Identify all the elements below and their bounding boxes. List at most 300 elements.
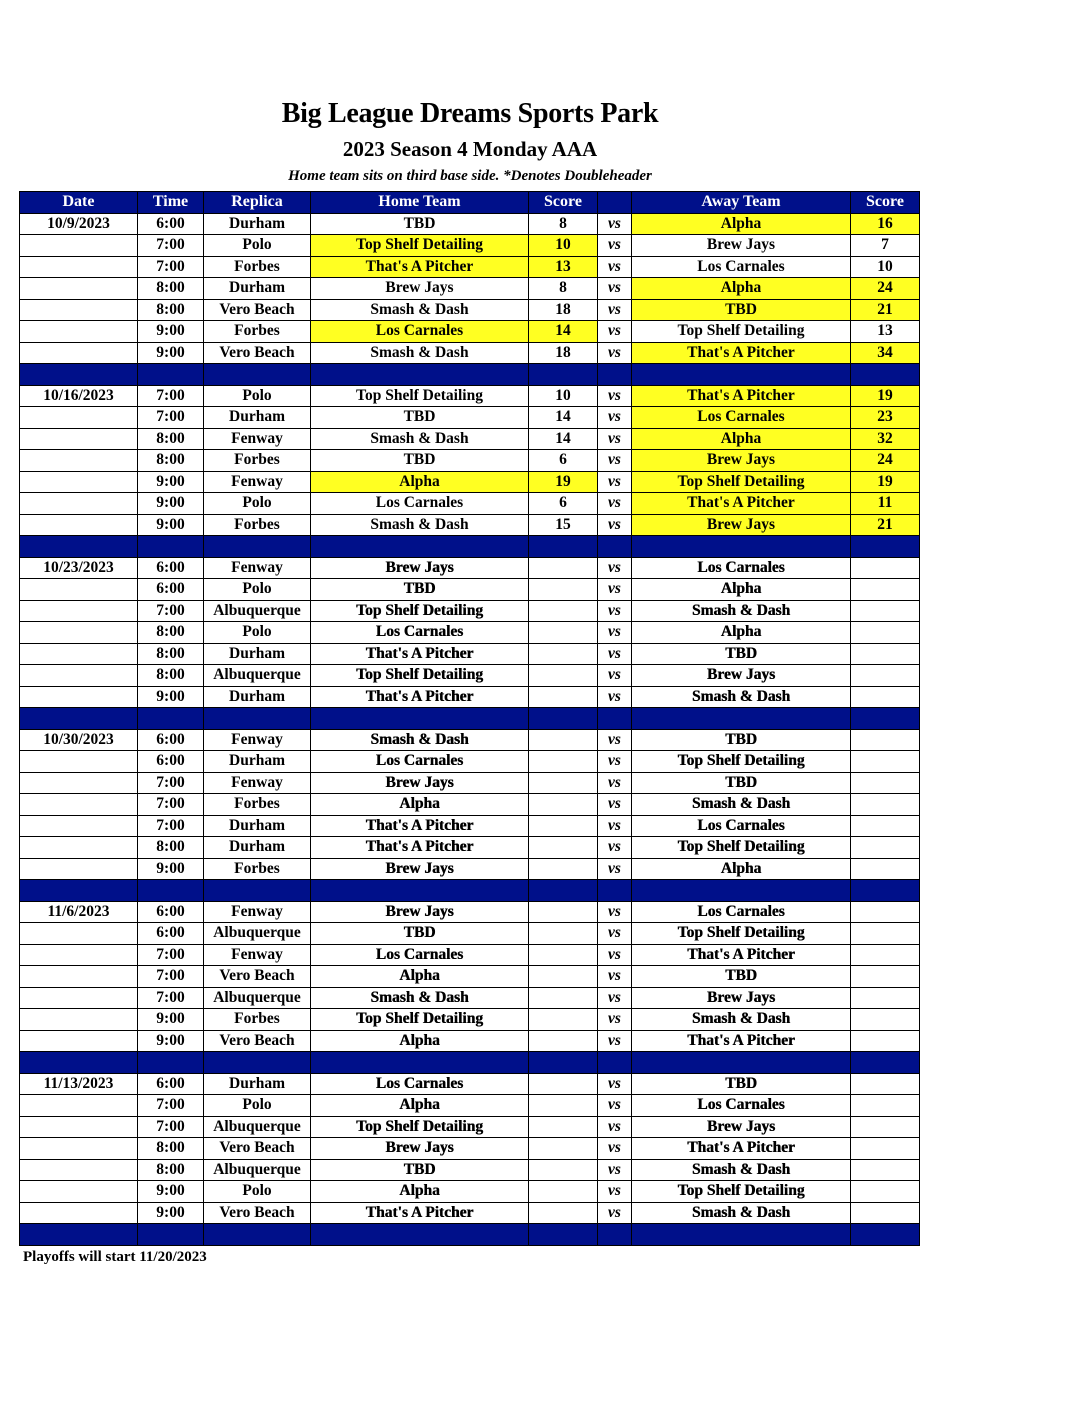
away-score — [851, 1138, 920, 1160]
away-team: That's A Pitcher — [632, 944, 851, 966]
game-time: 8:00 — [138, 1138, 204, 1160]
separator-cell — [138, 1052, 204, 1074]
game-time: 6:00 — [138, 923, 204, 945]
separator-cell — [138, 364, 204, 386]
game-field: Albuquerque — [204, 665, 311, 687]
home-team: TBD — [311, 407, 529, 429]
game-row — [20, 278, 920, 300]
game-date: 10/23/2023 — [20, 557, 138, 579]
away-score: 19 — [851, 471, 920, 493]
home-team: Top Shelf Detailing — [311, 600, 529, 622]
game-row — [20, 772, 920, 794]
home-team: That's A Pitcher — [311, 1202, 529, 1224]
separator-cell — [20, 880, 138, 902]
game-field: Forbes — [204, 858, 311, 880]
game-field: Albuquerque — [204, 923, 311, 945]
separator-cell — [311, 364, 529, 386]
home-team: Alpha — [311, 471, 529, 493]
home-score: 18 — [529, 342, 598, 364]
away-team: Brew Jays — [632, 235, 851, 257]
away-score — [851, 1009, 920, 1031]
game-field: Forbes — [204, 1009, 311, 1031]
home-score — [529, 557, 598, 579]
away-score: 32 — [851, 428, 920, 450]
home-score: 14 — [529, 407, 598, 429]
home-score: 8 — [529, 278, 598, 300]
game-time: 6:00 — [138, 579, 204, 601]
vs-label: vs — [598, 686, 632, 708]
separator-cell — [529, 536, 598, 558]
home-team: Alpha — [311, 1181, 529, 1203]
vs-label: vs — [598, 600, 632, 622]
vs-label: vs — [598, 837, 632, 859]
away-team: Top Shelf Detailing — [632, 837, 851, 859]
away-team: That's A Pitcher — [632, 1030, 851, 1052]
home-team: Top Shelf Detailing — [311, 235, 529, 257]
game-date: 10/30/2023 — [20, 729, 138, 751]
game-field: Vero Beach — [204, 1138, 311, 1160]
vs-label: vs — [598, 751, 632, 773]
game-date — [20, 600, 138, 622]
home-team: Alpha — [311, 1030, 529, 1052]
game-field: Forbes — [204, 794, 311, 816]
game-date: 10/9/2023 — [20, 213, 138, 235]
game-time: 7:00 — [138, 1095, 204, 1117]
home-score — [529, 987, 598, 1009]
home-team: Los Carnales — [311, 493, 529, 515]
away-team: Brew Jays — [632, 987, 851, 1009]
separator-cell — [598, 364, 632, 386]
game-date — [20, 1030, 138, 1052]
vs-label: vs — [598, 622, 632, 644]
home-score — [529, 1009, 598, 1031]
home-score — [529, 837, 598, 859]
game-field: Polo — [204, 493, 311, 515]
away-team: Smash & Dash — [632, 686, 851, 708]
home-team: Brew Jays — [311, 772, 529, 794]
game-row — [20, 471, 920, 493]
week-separator-row — [20, 536, 920, 558]
separator-cell — [851, 1052, 920, 1074]
game-time: 9:00 — [138, 686, 204, 708]
away-score — [851, 837, 920, 859]
home-team: TBD — [311, 213, 529, 235]
away-score — [851, 579, 920, 601]
game-time: 6:00 — [138, 729, 204, 751]
home-score: 6 — [529, 493, 598, 515]
game-date — [20, 622, 138, 644]
game-time: 7:00 — [138, 944, 204, 966]
game-row — [20, 794, 920, 816]
separator-cell — [20, 536, 138, 558]
game-time: 6:00 — [138, 1073, 204, 1095]
away-score — [851, 1181, 920, 1203]
game-time: 9:00 — [138, 321, 204, 343]
game-row — [20, 923, 920, 945]
away-team: Smash & Dash — [632, 794, 851, 816]
game-date — [20, 1202, 138, 1224]
game-field: Polo — [204, 1095, 311, 1117]
home-score — [529, 1030, 598, 1052]
game-time: 6:00 — [138, 557, 204, 579]
home-team: That's A Pitcher — [311, 815, 529, 837]
game-row — [20, 213, 920, 235]
separator-cell — [204, 880, 311, 902]
separator-cell — [598, 536, 632, 558]
game-row — [20, 1138, 920, 1160]
away-score — [851, 1116, 920, 1138]
col-header-time: Time — [138, 192, 204, 214]
game-date: 11/13/2023 — [20, 1073, 138, 1095]
vs-label: vs — [598, 256, 632, 278]
away-score — [851, 1159, 920, 1181]
game-date — [20, 256, 138, 278]
away-team: Los Carnales — [632, 901, 851, 923]
home-team: Alpha — [311, 1095, 529, 1117]
game-field: Vero Beach — [204, 1202, 311, 1224]
separator-cell — [204, 1224, 311, 1246]
game-date — [20, 1116, 138, 1138]
away-score — [851, 686, 920, 708]
game-time: 6:00 — [138, 751, 204, 773]
game-date — [20, 987, 138, 1009]
away-team: Los Carnales — [632, 815, 851, 837]
vs-label: vs — [598, 858, 632, 880]
home-score — [529, 1095, 598, 1117]
home-score — [529, 1138, 598, 1160]
game-date — [20, 471, 138, 493]
vs-label: vs — [598, 278, 632, 300]
vs-label: vs — [598, 1095, 632, 1117]
game-date — [20, 858, 138, 880]
game-row — [20, 837, 920, 859]
vs-label: vs — [598, 1159, 632, 1181]
away-score — [851, 751, 920, 773]
separator-cell — [529, 364, 598, 386]
away-team: Smash & Dash — [632, 1009, 851, 1031]
game-time: 8:00 — [138, 278, 204, 300]
vs-label: vs — [598, 579, 632, 601]
game-field: Vero Beach — [204, 966, 311, 988]
game-row — [20, 729, 920, 751]
away-team: That's A Pitcher — [632, 342, 851, 364]
home-team: Alpha — [311, 794, 529, 816]
game-field: Durham — [204, 643, 311, 665]
game-time: 8:00 — [138, 299, 204, 321]
home-score — [529, 923, 598, 945]
game-row — [20, 342, 920, 364]
game-row — [20, 858, 920, 880]
away-team: Alpha — [632, 858, 851, 880]
separator-cell — [632, 1052, 851, 1074]
home-team: Smash & Dash — [311, 299, 529, 321]
away-score: 7 — [851, 235, 920, 257]
vs-label: vs — [598, 1073, 632, 1095]
separator-cell — [851, 364, 920, 386]
vs-label: vs — [598, 321, 632, 343]
col-header-away-team: Away Team — [632, 192, 851, 214]
game-date — [20, 1159, 138, 1181]
game-field: Polo — [204, 385, 311, 407]
game-field: Vero Beach — [204, 299, 311, 321]
game-date — [20, 579, 138, 601]
game-time: 9:00 — [138, 858, 204, 880]
away-score: 11 — [851, 493, 920, 515]
game-date — [20, 407, 138, 429]
game-field: Albuquerque — [204, 1159, 311, 1181]
away-team: Top Shelf Detailing — [632, 321, 851, 343]
playoffs-note: Playoffs will start 11/20/2023 — [23, 1249, 207, 1265]
away-team: Top Shelf Detailing — [632, 923, 851, 945]
game-date — [20, 944, 138, 966]
game-field: Durham — [204, 213, 311, 235]
home-score — [529, 1159, 598, 1181]
home-team: Los Carnales — [311, 944, 529, 966]
game-row — [20, 1116, 920, 1138]
separator-cell — [20, 708, 138, 730]
home-score: 14 — [529, 428, 598, 450]
vs-label: vs — [598, 729, 632, 751]
week-separator-row — [20, 364, 920, 386]
separator-cell — [138, 708, 204, 730]
game-time: 6:00 — [138, 901, 204, 923]
game-time: 9:00 — [138, 514, 204, 536]
game-field: Fenway — [204, 471, 311, 493]
away-team: TBD — [632, 643, 851, 665]
home-team: Brew Jays — [311, 858, 529, 880]
away-score: 21 — [851, 514, 920, 536]
game-date — [20, 1009, 138, 1031]
vs-label: vs — [598, 1202, 632, 1224]
home-score — [529, 665, 598, 687]
game-field: Forbes — [204, 321, 311, 343]
game-row — [20, 643, 920, 665]
game-field: Vero Beach — [204, 342, 311, 364]
home-score: 10 — [529, 385, 598, 407]
game-field: Albuquerque — [204, 1116, 311, 1138]
game-field: Polo — [204, 622, 311, 644]
game-row — [20, 1159, 920, 1181]
game-field: Durham — [204, 407, 311, 429]
separator-cell — [311, 880, 529, 902]
schedule-body — [20, 213, 920, 1245]
game-date — [20, 686, 138, 708]
game-field: Durham — [204, 278, 311, 300]
game-row — [20, 622, 920, 644]
game-row — [20, 579, 920, 601]
separator-cell — [632, 880, 851, 902]
away-score — [851, 794, 920, 816]
separator-cell — [851, 1224, 920, 1246]
separator-cell — [20, 1224, 138, 1246]
away-team: Alpha — [632, 278, 851, 300]
game-row — [20, 901, 920, 923]
game-row — [20, 235, 920, 257]
away-score — [851, 729, 920, 751]
game-time: 8:00 — [138, 428, 204, 450]
separator-cell — [311, 708, 529, 730]
away-team: Alpha — [632, 213, 851, 235]
home-score — [529, 901, 598, 923]
game-time: 8:00 — [138, 450, 204, 472]
game-row — [20, 686, 920, 708]
home-score — [529, 751, 598, 773]
game-date — [20, 772, 138, 794]
game-field: Vero Beach — [204, 1030, 311, 1052]
game-field: Durham — [204, 837, 311, 859]
away-score — [851, 1202, 920, 1224]
home-score — [529, 815, 598, 837]
away-score — [851, 643, 920, 665]
game-time: 8:00 — [138, 622, 204, 644]
game-field: Fenway — [204, 772, 311, 794]
game-date — [20, 342, 138, 364]
vs-label: vs — [598, 235, 632, 257]
game-row — [20, 299, 920, 321]
game-time: 8:00 — [138, 1159, 204, 1181]
vs-label: vs — [598, 407, 632, 429]
separator-cell — [311, 536, 529, 558]
separator-cell — [204, 1052, 311, 1074]
header-row — [20, 192, 920, 214]
col-header-vs — [598, 192, 632, 214]
vs-label: vs — [598, 923, 632, 945]
game-row — [20, 557, 920, 579]
game-field: Albuquerque — [204, 987, 311, 1009]
schedule-table — [19, 191, 920, 1246]
vs-label: vs — [598, 213, 632, 235]
home-score — [529, 1116, 598, 1138]
game-date — [20, 794, 138, 816]
away-team: That's A Pitcher — [632, 385, 851, 407]
game-row — [20, 321, 920, 343]
home-team: Smash & Dash — [311, 342, 529, 364]
home-score — [529, 1202, 598, 1224]
home-team: Alpha — [311, 966, 529, 988]
game-time: 7:00 — [138, 385, 204, 407]
away-team: Top Shelf Detailing — [632, 751, 851, 773]
home-team: Top Shelf Detailing — [311, 1009, 529, 1031]
away-score: 21 — [851, 299, 920, 321]
game-time: 9:00 — [138, 471, 204, 493]
game-field: Polo — [204, 1181, 311, 1203]
game-time: 9:00 — [138, 1030, 204, 1052]
game-field: Fenway — [204, 428, 311, 450]
away-team: Top Shelf Detailing — [632, 1181, 851, 1203]
week-separator-row — [20, 708, 920, 730]
game-time: 8:00 — [138, 837, 204, 859]
game-time: 7:00 — [138, 1116, 204, 1138]
vs-label: vs — [598, 1116, 632, 1138]
away-score — [851, 987, 920, 1009]
away-score — [851, 1073, 920, 1095]
game-date — [20, 1095, 138, 1117]
game-field: Fenway — [204, 944, 311, 966]
separator-cell — [529, 1052, 598, 1074]
vs-label: vs — [598, 1181, 632, 1203]
home-score — [529, 686, 598, 708]
game-date — [20, 1181, 138, 1203]
week-separator-row — [20, 880, 920, 902]
away-score: 16 — [851, 213, 920, 235]
away-team: Top Shelf Detailing — [632, 471, 851, 493]
game-date — [20, 321, 138, 343]
away-score: 10 — [851, 256, 920, 278]
game-date — [20, 514, 138, 536]
game-time: 9:00 — [138, 342, 204, 364]
game-date: 11/6/2023 — [20, 901, 138, 923]
vs-label: vs — [598, 514, 632, 536]
game-row — [20, 600, 920, 622]
away-score: 19 — [851, 385, 920, 407]
game-row — [20, 493, 920, 515]
away-team: TBD — [632, 729, 851, 751]
vs-label: vs — [598, 299, 632, 321]
home-score — [529, 729, 598, 751]
away-score: 34 — [851, 342, 920, 364]
away-team: That's A Pitcher — [632, 1138, 851, 1160]
game-field: Forbes — [204, 256, 311, 278]
away-score: 24 — [851, 450, 920, 472]
vs-label: vs — [598, 1009, 632, 1031]
separator-cell — [598, 1052, 632, 1074]
page-title: Big League Dreams Sports Park — [281, 98, 659, 129]
game-row — [20, 1073, 920, 1095]
away-score: 23 — [851, 407, 920, 429]
vs-label: vs — [598, 643, 632, 665]
separator-cell — [311, 1052, 529, 1074]
game-time: 7:00 — [138, 966, 204, 988]
game-row — [20, 966, 920, 988]
game-time: 9:00 — [138, 1202, 204, 1224]
game-row — [20, 751, 920, 773]
away-team: Brew Jays — [632, 665, 851, 687]
vs-label: vs — [598, 428, 632, 450]
home-score — [529, 579, 598, 601]
away-team: That's A Pitcher — [632, 493, 851, 515]
game-date — [20, 643, 138, 665]
game-time: 7:00 — [138, 815, 204, 837]
separator-cell — [204, 364, 311, 386]
game-field: Polo — [204, 235, 311, 257]
separator-cell — [311, 1224, 529, 1246]
separator-cell — [138, 536, 204, 558]
game-time: 7:00 — [138, 772, 204, 794]
home-team: Los Carnales — [311, 1073, 529, 1095]
home-score: 14 — [529, 321, 598, 343]
game-date — [20, 450, 138, 472]
game-date — [20, 1138, 138, 1160]
game-row — [20, 428, 920, 450]
game-date — [20, 493, 138, 515]
game-row — [20, 407, 920, 429]
game-field: Fenway — [204, 901, 311, 923]
away-team: Los Carnales — [632, 557, 851, 579]
home-score: 18 — [529, 299, 598, 321]
home-team: That's A Pitcher — [311, 256, 529, 278]
game-field: Durham — [204, 751, 311, 773]
game-field: Durham — [204, 686, 311, 708]
away-team: TBD — [632, 299, 851, 321]
separator-cell — [851, 880, 920, 902]
away-score — [851, 622, 920, 644]
vs-label: vs — [598, 1138, 632, 1160]
home-score: 8 — [529, 213, 598, 235]
home-score: 15 — [529, 514, 598, 536]
game-date — [20, 235, 138, 257]
away-team: TBD — [632, 966, 851, 988]
separator-cell — [632, 364, 851, 386]
